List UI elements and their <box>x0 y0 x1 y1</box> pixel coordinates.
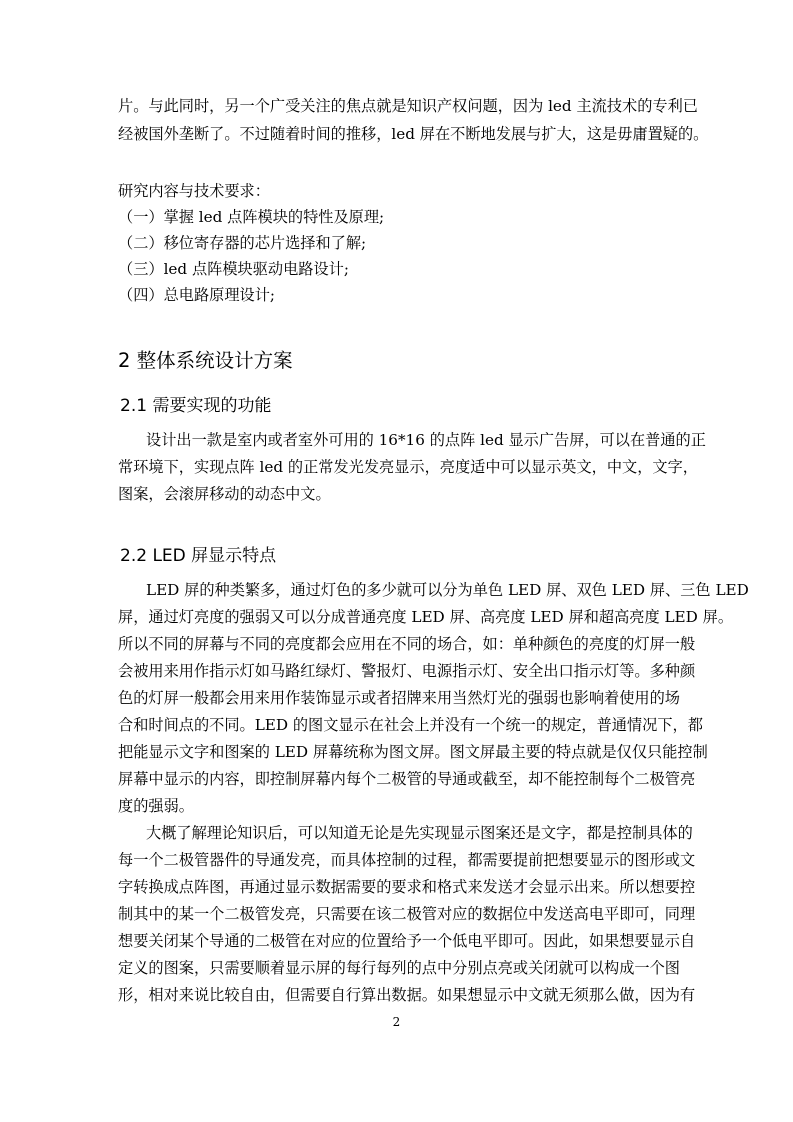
section-2-heading: 2 整体系统设计方案 <box>118 349 293 372</box>
intro-line-2: 经被国外垄断了。不过随着时间的推移，led 屏在不断地发展与扩大，这是毋庸置疑的。 <box>118 125 709 143</box>
section-2-2-p1-line-8: 屏幕中显示的内容，即控制屏幕内每个二极管的导通或截至，却不能控制每个二极管亮 <box>118 770 696 788</box>
section-2-2-p1-line-6: 合和时间点的不同。LED 的图文显示在社会上并没有一个统一的规定，普通情况下，都 <box>118 716 703 734</box>
section-2-2-p1-line-1: LED 屏的种类繁多，通过灯色的多少就可以分为单色 LED 屏、双色 LED 屏、三色 LED <box>146 581 749 599</box>
section-2-1-line-2: 常环境下，实现点阵 led 的正常发光发亮显示，亮度适中可以显示英文，中文，文字， <box>118 458 698 476</box>
section-2-2-p1-line-9: 度的强弱。 <box>118 797 194 815</box>
section-2-2-p1-line-5: 色的灯屏一般都会用来用作装饰显示或者招牌来用当然灯光的强弱也影响着使用的场 <box>118 689 680 707</box>
section-2-2-p2-line-6: 定义的图案，只需要顺着显示屏的每行每列的点中分别点亮或关闭就可以构成一个图 <box>118 959 680 977</box>
section-2-2-p1-line-7: 把能显示文字和图案的 LED 屏幕统称为图文屏。图文屏最主要的特点就是仅仅只能控制 <box>118 743 708 761</box>
section-2-1-heading: 2.1 需要实现的功能 <box>120 396 272 416</box>
section-2-2-p2-line-7: 形，相对来说比较自由，但需要自行算出数据。如果想显示中文就无须那么做，因为有 <box>118 986 696 1004</box>
research-item-4: （四）总电路原理设计; <box>118 286 275 304</box>
section-2-2-heading: 2.2 LED 屏显示特点 <box>120 546 277 566</box>
intro-line-1: 片。与此同时，另一个广受关注的焦点就是知识产权问题，因为 led 主流技术的专利已 <box>118 97 698 115</box>
section-2-1-line-1: 设计出一款是室内或者室外可用的 16*16 的点阵 led 显示广告屏，可以在普通的正 <box>146 431 706 449</box>
research-heading: 研究内容与技术要求： <box>118 182 270 200</box>
research-item-1: （一）掌握 led 点阵模块的特性及原理; <box>118 208 385 226</box>
section-2-2-p2-line-4: 制其中的某一个二极管发亮，只需要在该二极管对应的数据位中发送高电平即可，同理 <box>118 905 696 923</box>
section-2-2-p2-line-2: 每一个二极管器件的导通发亮，而具体控制的过程，都需要提前把想要显示的图形或文 <box>118 851 696 869</box>
section-2-2-p2-line-5: 想要关闭某个导通的二极管在对应的位置给予一个低电平即可。因此，如果想要显示自 <box>118 932 696 950</box>
section-2-2-p1-line-4: 会被用来用作指示灯如马路红绿灯、警报灯、电源指示灯、安全出口指示灯等。多种颜 <box>118 662 696 680</box>
research-item-3: （三）led 点阵模块驱动电路设计; <box>118 260 349 278</box>
section-2-2-p2-line-1: 大概了解理论知识后，可以知道无论是先实现显示图案还是文字，都是控制具体的 <box>146 824 693 842</box>
section-2-2-p1-line-2: 屏，通过灯亮度的强弱又可以分成普通亮度 LED 屏、高亮度 LED 屏和超高亮度 LED 屏。 <box>118 608 734 626</box>
page-number: 2 <box>392 1015 401 1029</box>
research-item-2: （二）移位寄存器的芯片选择和了解; <box>118 234 367 252</box>
section-2-2-p1-line-3: 所以不同的屏幕与不同的亮度都会应用在不同的场合，如：单种颜色的亮度的灯屏一般 <box>118 635 696 653</box>
section-2-2-p2-line-3: 字转换成点阵图，再通过显示数据需要的要求和格式来发送才会显示出来。所以想要控 <box>118 878 696 896</box>
section-2-1-line-3: 图案，会滚屏移动的动态中文。 <box>118 485 331 503</box>
